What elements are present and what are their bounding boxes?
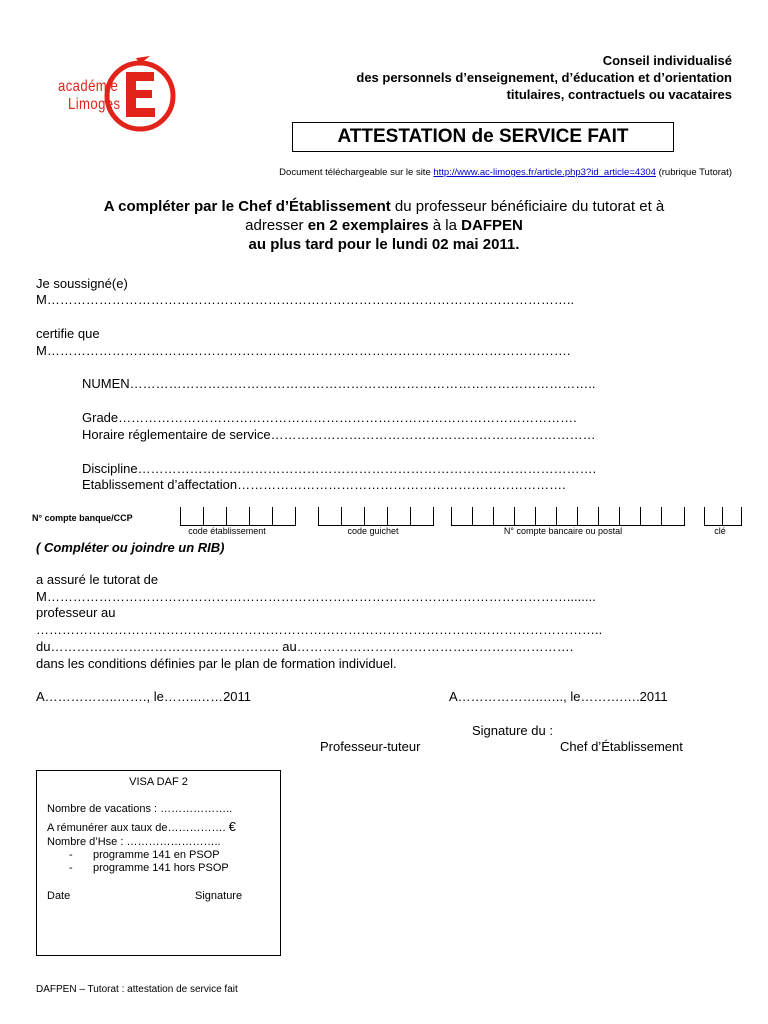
certifie-label: certifie que [36, 326, 100, 341]
certifie-name-field[interactable]: M…………………………………………………………………………………………………………. [36, 343, 571, 358]
bullet-dash-icon: - [69, 862, 73, 874]
intro-bold-chef: A compléter par le Chef d’Établissement [103, 198, 391, 215]
tutore-name-field[interactable]: M…………………………………………………………………………………………………………........ [36, 589, 596, 604]
code-guichet-label: code guichet [347, 526, 399, 536]
grade-field[interactable]: Grade……………………………………………………………………………………………. [82, 410, 577, 425]
header-line-3: titulaires, contractuels ou vacataires [506, 87, 732, 102]
intro-line-1 [20, 198, 748, 215]
visa-title: VISA DAF 2 [129, 776, 188, 788]
compte-numero-label: N° compte bancaire ou postal [503, 526, 623, 536]
compte-label: N° compte banque/CCP [32, 513, 133, 523]
page-footer: DAFPEN – Tutorat : attestation de service fait [36, 984, 238, 995]
compte-numero-boxes[interactable] [451, 507, 685, 526]
logo-line2: Limoges [68, 96, 121, 113]
professeur-au-label: professeur au [36, 605, 116, 620]
download-suffix: (rubrique Tutorat) [655, 167, 732, 178]
intro-a-la: à la [428, 217, 462, 234]
chef-etablissement-label: Chef d’Établissement [560, 739, 683, 754]
numen-field[interactable]: NUMEN…………………………………………………….……………………………………….. [82, 376, 596, 391]
euro-icon: € [228, 819, 236, 834]
signature-du-label: Signature du : [472, 723, 553, 738]
professeur-tuteur-label: Professeur-tuteur [320, 739, 421, 754]
code-etablissement-label: code établissement [188, 526, 266, 536]
date-left-field[interactable]: A……………..……., le……..……2011 [36, 689, 252, 704]
document-title: ATTESTATION de SERVICE FAIT [292, 122, 674, 152]
academie-limoges-logo [56, 56, 182, 138]
header-line-1: Conseil individualisé [602, 53, 732, 68]
intro-line-2 [20, 217, 748, 234]
intro-exemplaires: en 2 exemplaires [307, 217, 429, 234]
etablissement-field[interactable]: Etablissement d’affectation…………………………………………………………………. [82, 477, 566, 492]
rib-note: ( Compléter ou joindre un RIB) [36, 540, 225, 555]
intro-dafpen: DAFPEN [461, 217, 523, 234]
header-line-2: des personnels d’enseignement, d’éducation et d’orientation [356, 70, 732, 85]
bullet-dash-icon: - [69, 849, 73, 861]
discipline-field[interactable]: Discipline……………………………………………………………………………………………. [82, 461, 597, 476]
visa-signature-label: Signature [195, 890, 243, 902]
visa-daf-box [36, 770, 281, 956]
visa-remunerer-field[interactable] [47, 819, 236, 834]
soussigne-name-field[interactable]: M………………………………………………………………………………………………………….. [36, 292, 575, 307]
code-etablissement-boxes[interactable] [180, 507, 296, 526]
visa-programme-psop: programme 141 en PSOP [93, 849, 220, 861]
intro-line-3-deadline: au plus tard pour le lundi 02 mai 2011. [248, 236, 520, 253]
cle-boxes[interactable] [704, 507, 742, 526]
visa-hse-field[interactable]: Nombre d’Hse : …………………….. [47, 836, 221, 848]
intro-rest-1: du professeur bénéficiaire du tutorat et à [390, 198, 665, 215]
logo-line1: académie [58, 78, 119, 95]
cle-label: clé [714, 526, 726, 536]
visa-remunerer-text: A rémunérer aux taux de……………. [47, 822, 226, 834]
visa-programme-hors-psop: programme 141 hors PSOP [93, 862, 229, 874]
assure-label: a assuré le tutorat de [36, 572, 159, 587]
professeur-au-field[interactable]: ………………………………………………………………………………………………………………….. [36, 622, 603, 637]
download-prefix: Document téléchargeable sur le site [279, 167, 434, 178]
intro-adresser: adresser [245, 217, 308, 234]
conditions-text: dans les conditions définies par le plan de formation individuel. [36, 656, 397, 671]
horaire-field[interactable]: Horaire réglementaire de service………………………………………………………………… [82, 427, 596, 442]
du-au-field[interactable]: du…………………………………………….. au………………………………………………………. [36, 639, 574, 654]
soussigne-label: Je soussigné(e) [36, 276, 128, 291]
download-line [279, 167, 732, 178]
download-link[interactable]: http://www.ac-limoges.fr/article.php3?id_article=4304 [433, 167, 656, 178]
code-guichet-boxes[interactable] [318, 507, 434, 526]
date-right-field[interactable]: A………………..….., le……….….2011 [449, 689, 668, 704]
visa-vacations-field[interactable]: Nombre de vacations : ……………….. [47, 803, 233, 815]
visa-date-label: Date [47, 890, 71, 902]
